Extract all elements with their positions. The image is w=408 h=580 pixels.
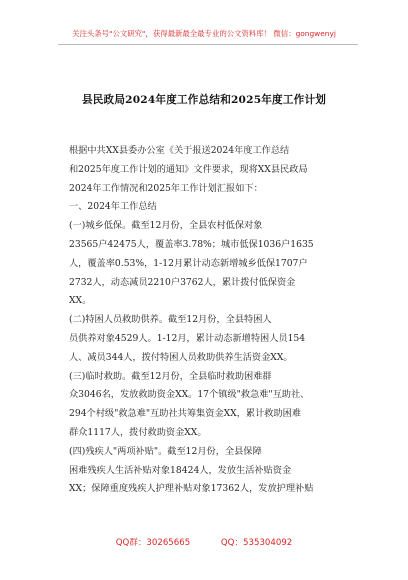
body-line: 294个村级"救急难"互助社共筹集资金XX，累计救助困难	[69, 408, 302, 420]
document-body	[69, 142, 345, 499]
footer-qq-group: QQ群：30265665	[115, 538, 191, 548]
body-line: 2732人，动态减员2210户3762人，累计拨付低保资金	[69, 276, 296, 288]
footer-contact	[0, 536, 408, 548]
footer-qq: QQ：535304092	[220, 538, 293, 548]
body-line: 23565户42475人，覆盖率3.78%；城市低保1036户1635	[69, 238, 314, 250]
body-line: 和2025年度工作计划的通知》文件要求，现将XX县民政局	[69, 163, 308, 175]
body-line: XX。	[69, 295, 92, 307]
body-line: 人、减员344人，拨付特困人员救助供养生活资金XX。	[69, 351, 293, 363]
document-title: 县民政局2024年度工作总结和2025年度工作计划	[81, 94, 327, 106]
header-banner: 关注头条号"公文研究"，获得最新最全最专业的公文资料库！ 微信：gongwenyj	[72, 29, 336, 38]
body-line: (四)残疾人"两项补贴"。截至12月份，全县保障	[69, 445, 262, 457]
body-line: 群众1117人，拨付救助资金XX。	[69, 426, 207, 438]
body-line: (三)临时救助。截至12月份，全县临时救助困难群	[69, 370, 272, 382]
body-line: 员供养对象4529人。1-12月，累计动态新增特困人员154	[69, 332, 306, 344]
header-divider	[58, 44, 358, 45]
section-heading: 一、2024年工作总结	[69, 201, 157, 213]
body-line: (二)特困人员救助供养。截至12月份，全县特困人	[69, 314, 272, 326]
body-line: 2024年工作情况和2025年工作计划汇报如下：	[69, 182, 263, 194]
body-line: XX；保障重度残疾人护理补贴对象17362人，发放护理补贴	[69, 483, 314, 495]
body-line: 根据中共XX县委办公室《关于报送2024年度工作总结	[69, 145, 290, 156]
body-line: 众3046名，发放救助资金XX。17个镇级"救急难"互助社、	[69, 389, 310, 401]
body-line: 人，覆盖率0.53%，1-12月累计动态新增城乡低保1707户	[69, 257, 308, 269]
body-line: (一)城乡低保。截至12月份，全县农村低保对象	[69, 220, 263, 232]
body-line: 困难残疾人生活补贴对象18424人，发放生活补贴资金	[69, 464, 292, 476]
